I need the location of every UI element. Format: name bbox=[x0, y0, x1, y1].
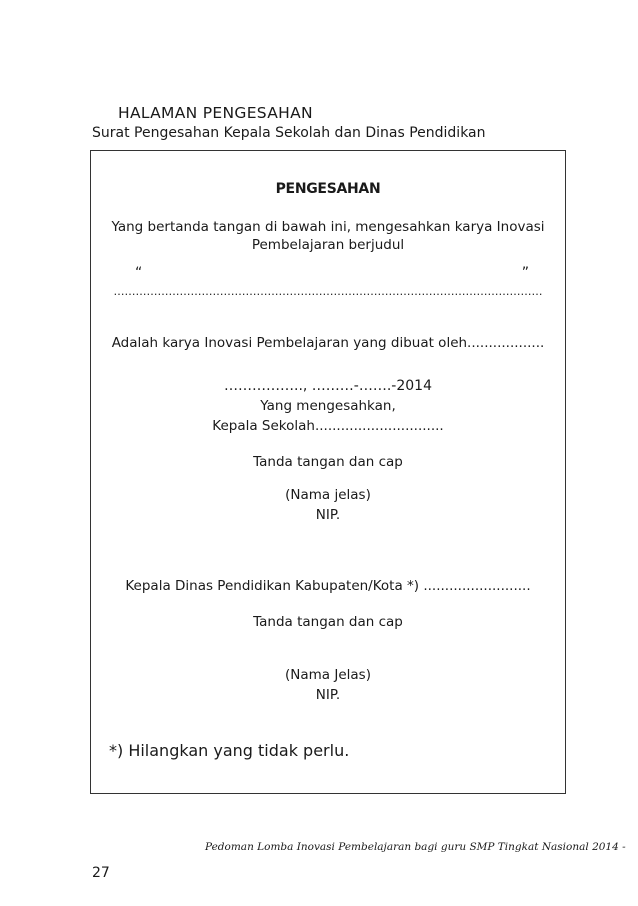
page-heading: HALAMAN PENGESAHAN bbox=[118, 104, 313, 122]
approver-label: Yang mengesahkan, bbox=[260, 398, 396, 414]
page-subheading: Surat Pengesahan Kepala Sekolah dan Dinas Pendidikan bbox=[92, 125, 486, 141]
intro-text-line-1: Yang bertanda tangan di bawah ini, mengesahkan karya Inovasi bbox=[111, 219, 545, 235]
date-line: …………….., ………-…….-2014 bbox=[224, 378, 432, 394]
name-label-principal: (Nama jelas) bbox=[285, 487, 371, 503]
title-quote-close: ” bbox=[521, 265, 529, 281]
nip-label-dept: NIP. bbox=[315, 687, 341, 703]
intro-text-line-2: Pembelajaran berjudul bbox=[251, 237, 405, 253]
principal-label: Kepala Sekolah.............................. bbox=[212, 418, 444, 434]
footer-text: Pedoman Lomba Inovasi Pembelajaran bagi guru SMP Tingkat Nasional 2014 - bbox=[205, 841, 626, 853]
signature-label-dept: Tanda tangan dan cap bbox=[253, 614, 403, 630]
page-number: 27 bbox=[92, 865, 110, 881]
dept-head-label: Kepala Dinas Pendidikan Kabupaten/Kota *) ......................... bbox=[125, 578, 531, 594]
form-title: PENGESAHAN bbox=[275, 181, 381, 197]
title-quote-open: “ bbox=[135, 265, 143, 281]
footnote: *) Hilangkan yang tidak perlu. bbox=[109, 741, 350, 760]
nip-label-principal: NIP. bbox=[315, 507, 341, 523]
approval-form-box bbox=[90, 150, 566, 794]
name-label-dept: (Nama Jelas) bbox=[285, 667, 371, 683]
title-fill-dots: ……………………………………………………………………………………………………… bbox=[113, 285, 543, 298]
made-by-text: Adalah karya Inovasi Pembelajaran yang dibuat oleh.................. bbox=[111, 335, 545, 351]
signature-label-principal: Tanda tangan dan cap bbox=[253, 454, 403, 470]
